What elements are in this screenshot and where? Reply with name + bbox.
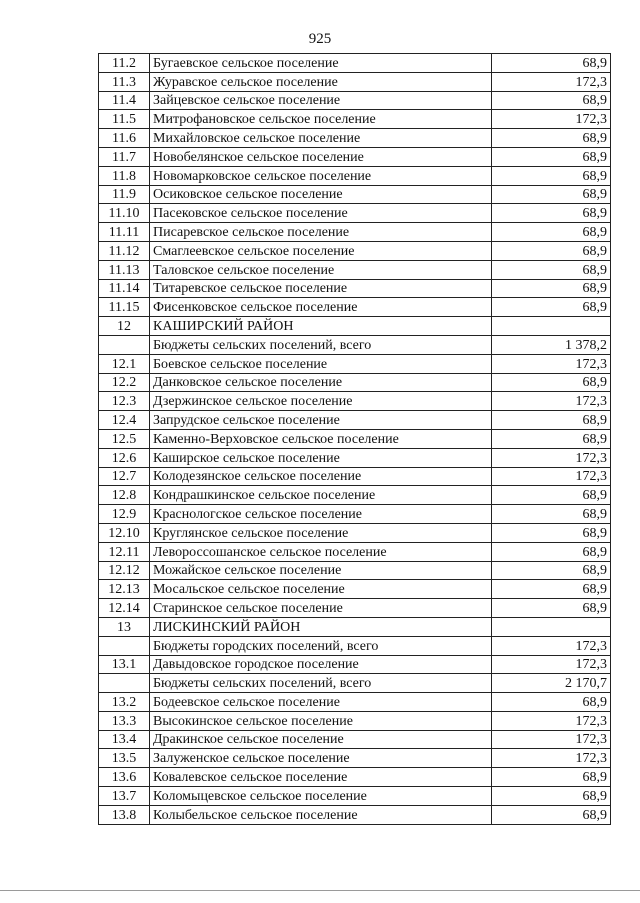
row-number-cell: 12.11 [99,542,150,561]
table-row [99,693,611,712]
row-name-cell: Запрудское сельское поселение [150,411,492,430]
table-row [99,655,611,674]
row-number-cell: 12.6 [99,448,150,467]
table-row [99,768,611,787]
row-number-cell: 13.7 [99,787,150,806]
row-number-cell: 13.6 [99,768,150,787]
row-name-cell: Дзержинское сельское поселение [150,392,492,411]
row-value-cell: 172,3 [492,392,611,411]
row-value-cell: 68,9 [492,223,611,242]
table-row [99,505,611,524]
row-number-cell: 12.2 [99,373,150,392]
table-row [99,335,611,354]
row-number-cell: 12.9 [99,505,150,524]
table-row [99,373,611,392]
row-number-cell: 11.11 [99,223,150,242]
row-number-cell: 12.14 [99,599,150,618]
table-row [99,185,611,204]
row-number-cell: 12.4 [99,411,150,430]
row-number-cell: 13.8 [99,805,150,824]
row-name-cell: Осиковское сельское поселение [150,185,492,204]
row-value-cell: 172,3 [492,730,611,749]
row-value-cell: 68,9 [492,411,611,430]
budget-table [98,53,611,825]
row-name-cell: Бюджеты сельских поселений, всего [150,674,492,693]
row-value-cell: 68,9 [492,260,611,279]
row-number-cell: 11.10 [99,204,150,223]
table-row [99,580,611,599]
row-name-cell: Каменно-Верховское сельское поселение [150,429,492,448]
row-value-cell [492,317,611,336]
row-number-cell: 11.13 [99,260,150,279]
row-number-cell: 13.4 [99,730,150,749]
row-value-cell: 68,9 [492,580,611,599]
row-name-cell: Писаревское сельское поселение [150,223,492,242]
row-number-cell: 13.3 [99,711,150,730]
table-row [99,110,611,129]
row-value-cell: 68,9 [492,693,611,712]
table-row [99,223,611,242]
table-row [99,411,611,430]
row-number-cell: 13.5 [99,749,150,768]
row-name-cell: ЛИСКИНСКИЙ РАЙОН [150,617,492,636]
table-row [99,617,611,636]
row-number-cell: 11.12 [99,241,150,260]
page-bottom-divider [0,890,640,891]
table-row [99,54,611,73]
row-value-cell: 68,9 [492,91,611,110]
row-name-cell: Высокинское сельское поселение [150,711,492,730]
row-name-cell: Ковалевское сельское поселение [150,768,492,787]
table-row [99,91,611,110]
table-row [99,317,611,336]
row-name-cell: Колодезянское сельское поселение [150,467,492,486]
row-number-cell: 12.12 [99,561,150,580]
row-number-cell: 11.4 [99,91,150,110]
budget-table-body [99,54,611,825]
row-name-cell: Коломыцевское сельское поселение [150,787,492,806]
table-row [99,166,611,185]
row-number-cell: 13.1 [99,655,150,674]
row-name-cell: Давыдовское городское поселение [150,655,492,674]
row-value-cell: 68,9 [492,505,611,524]
row-name-cell: Титаревское сельское поселение [150,279,492,298]
row-number-cell: 12.3 [99,392,150,411]
row-name-cell: Можайское сельское поселение [150,561,492,580]
row-value-cell: 68,9 [492,166,611,185]
row-name-cell: Таловское сельское поселение [150,260,492,279]
page-number: 925 [308,31,332,47]
table-row [99,147,611,166]
row-value-cell: 172,3 [492,448,611,467]
row-value-cell: 172,3 [492,354,611,373]
row-number-cell [99,335,150,354]
row-name-cell: Журавское сельское поселение [150,72,492,91]
table-row [99,204,611,223]
row-name-cell: Залуженское сельское поселение [150,749,492,768]
row-name-cell: КАШИРСКИЙ РАЙОН [150,317,492,336]
row-value-cell: 172,3 [492,749,611,768]
row-number-cell: 11.9 [99,185,150,204]
row-value-cell: 68,9 [492,486,611,505]
table-row [99,448,611,467]
row-value-cell: 68,9 [492,204,611,223]
row-value-cell [492,617,611,636]
table-row [99,561,611,580]
row-name-cell: Михайловское сельское поселение [150,129,492,148]
row-number-cell: 12.8 [99,486,150,505]
row-value-cell: 68,9 [492,298,611,317]
table-row [99,260,611,279]
row-value-cell: 68,9 [492,787,611,806]
row-number-cell: 11.8 [99,166,150,185]
row-number-cell: 11.2 [99,54,150,73]
table-row [99,392,611,411]
row-value-cell: 68,9 [492,599,611,618]
table-row [99,636,611,655]
row-value-cell: 68,9 [492,561,611,580]
row-value-cell: 2 170,7 [492,674,611,693]
row-number-cell: 12.13 [99,580,150,599]
row-name-cell: Митрофановское сельское поселение [150,110,492,129]
table-row [99,129,611,148]
row-number-cell: 13 [99,617,150,636]
row-value-cell: 1 378,2 [492,335,611,354]
row-value-cell: 68,9 [492,279,611,298]
row-value-cell: 68,9 [492,768,611,787]
table-row [99,542,611,561]
table-row [99,711,611,730]
row-name-cell: Дракинское сельское поселение [150,730,492,749]
row-number-cell: 11.5 [99,110,150,129]
row-value-cell: 172,3 [492,636,611,655]
table-row [99,674,611,693]
row-name-cell: Смаглеевское сельское поселение [150,241,492,260]
row-value-cell: 68,9 [492,129,611,148]
row-number-cell [99,674,150,693]
row-value-cell: 68,9 [492,147,611,166]
row-name-cell: Бодеевское сельское поселение [150,693,492,712]
table-row [99,279,611,298]
row-value-cell: 68,9 [492,54,611,73]
row-number-cell: 12.5 [99,429,150,448]
row-name-cell: Данковское сельское поселение [150,373,492,392]
row-name-cell: Колыбельское сельское поселение [150,805,492,824]
row-name-cell: Мосальское сельское поселение [150,580,492,599]
row-name-cell: Круглянское сельское поселение [150,523,492,542]
table-row [99,354,611,373]
row-name-cell: Фисенковское сельское поселение [150,298,492,317]
table-row [99,72,611,91]
table-row [99,599,611,618]
row-number-cell: 11.15 [99,298,150,317]
row-name-cell: Левороссошанское сельское поселение [150,542,492,561]
row-name-cell: Новобелянское сельское поселение [150,147,492,166]
row-value-cell: 172,3 [492,110,611,129]
row-value-cell: 172,3 [492,655,611,674]
table-row [99,467,611,486]
table-row [99,429,611,448]
table-row [99,805,611,824]
table-row [99,486,611,505]
row-value-cell: 172,3 [492,467,611,486]
row-value-cell: 68,9 [492,185,611,204]
row-name-cell: Пасековское сельское поселение [150,204,492,223]
row-value-cell: 68,9 [492,373,611,392]
table-row [99,523,611,542]
row-name-cell: Бюджеты городских поселений, всего [150,636,492,655]
row-number-cell: 11.6 [99,129,150,148]
row-number-cell: 12 [99,317,150,336]
row-number-cell: 12.1 [99,354,150,373]
row-number-cell: 11.3 [99,72,150,91]
row-name-cell: Бюджеты сельских поселений, всего [150,335,492,354]
row-value-cell: 172,3 [492,72,611,91]
row-value-cell: 172,3 [492,711,611,730]
row-name-cell: Каширское сельское поселение [150,448,492,467]
row-number-cell: 12.10 [99,523,150,542]
row-name-cell: Краснологское сельское поселение [150,505,492,524]
row-number-cell: 13.2 [99,693,150,712]
row-name-cell: Новомарковское сельское поселение [150,166,492,185]
row-name-cell: Бугаевское сельское поселение [150,54,492,73]
row-value-cell: 68,9 [492,429,611,448]
row-name-cell: Боевское сельское поселение [150,354,492,373]
row-name-cell: Старинское сельское поселение [150,599,492,618]
row-number-cell: 11.7 [99,147,150,166]
row-value-cell: 68,9 [492,241,611,260]
row-name-cell: Зайцевское сельское поселение [150,91,492,110]
row-number-cell: 12.7 [99,467,150,486]
row-value-cell: 68,9 [492,523,611,542]
row-value-cell: 68,9 [492,542,611,561]
table-row [99,241,611,260]
table-row [99,730,611,749]
table-row [99,298,611,317]
table-row [99,787,611,806]
row-number-cell: 11.14 [99,279,150,298]
row-number-cell [99,636,150,655]
row-name-cell: Кондрашкинское сельское поселение [150,486,492,505]
row-value-cell: 68,9 [492,805,611,824]
table-row [99,749,611,768]
